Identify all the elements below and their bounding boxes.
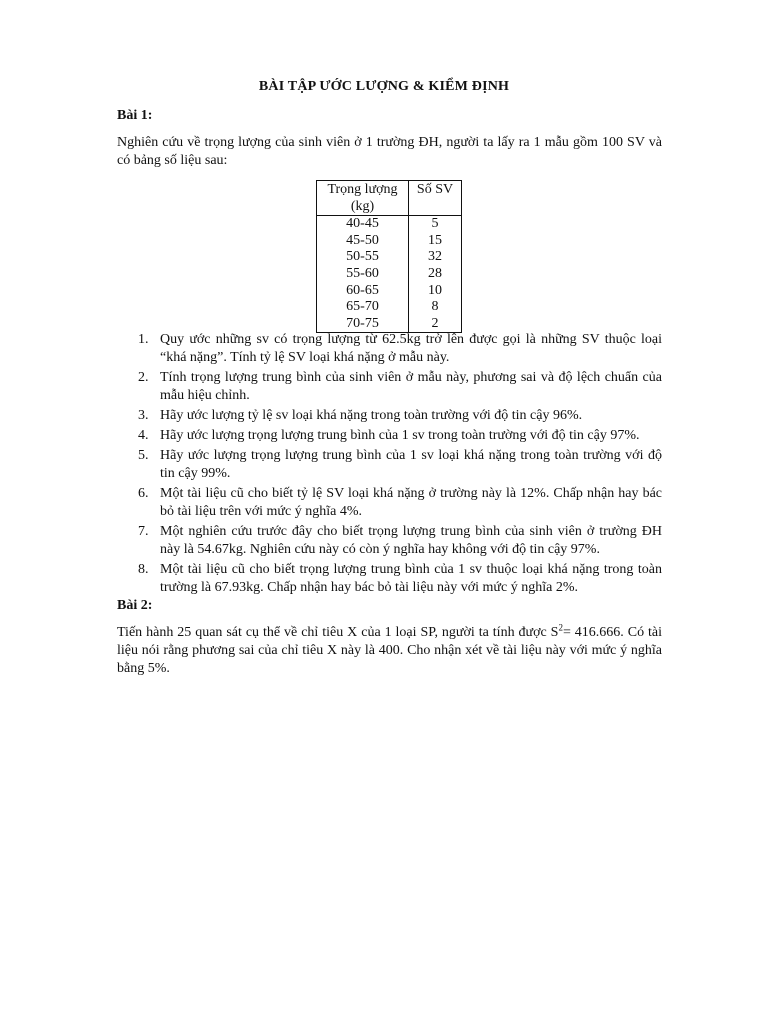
bai2-text-before: Tiến hành 25 quan sát cụ thể về chỉ tiêu X của 1 loại SP, người ta tính được S bbox=[117, 625, 559, 640]
table-cell-count: 8 bbox=[409, 299, 462, 316]
table-cell-count: 32 bbox=[409, 249, 462, 266]
question-text: Hãy ước lượng trọng lượng trung bình của 1 sv loại khá nặng trong toàn trường với độ tin cậy 99%. bbox=[160, 448, 662, 481]
question-text: Hãy ước lượng tỷ lệ sv loại khá nặng trong toàn trường với độ tin cậy 96%. bbox=[160, 408, 583, 423]
bai2-superscript: 2 bbox=[558, 622, 563, 633]
bai1-intro: Nghiên cứu về trọng lượng của sinh viên ở 1 trường ĐH, người ta lấy ra 1 mẫu gồm 100 SV và có bảng số liệu sau: bbox=[117, 135, 662, 168]
table-row bbox=[317, 233, 462, 250]
table-row bbox=[317, 266, 462, 283]
table-header-weight-line2: (kg) bbox=[350, 198, 375, 214]
question-item bbox=[117, 407, 662, 425]
table-cell-range: 50-55 bbox=[317, 249, 409, 266]
table-cell-count: 28 bbox=[409, 266, 462, 283]
table-cell-range: 70-75 bbox=[317, 316, 409, 333]
question-text: Một tài liệu cũ cho biết trọng lượng trung bình của 1 sv thuộc loại khá nặng trong toàn trường là 67.93kg. Chấp nhận hay bác bỏ tài liệu này với mức ý nghĩa 2%. bbox=[160, 562, 662, 595]
table-row bbox=[317, 216, 462, 233]
question-text: Hãy ước lượng trọng lượng trung bình của 1 sv trong toàn trường với độ tin cậy 97%. bbox=[160, 428, 640, 443]
table-cell-range: 65-70 bbox=[317, 299, 409, 316]
table-header-count: Số SV bbox=[409, 181, 462, 216]
question-number: 3. bbox=[138, 408, 149, 423]
table-cell-range: 60-65 bbox=[317, 283, 409, 300]
table-cell-count: 10 bbox=[409, 283, 462, 300]
table-cell-range: 55-60 bbox=[317, 266, 409, 283]
document-title: BÀI TẬP ƯỚC LƯỢNG & KIỂM ĐỊNH bbox=[258, 79, 510, 94]
question-number: 2. bbox=[138, 370, 149, 385]
question-item bbox=[117, 369, 662, 405]
table-row bbox=[317, 249, 462, 266]
table-cell-count: 2 bbox=[409, 316, 462, 333]
bai2-text-after: = 416.666. Có tài liệu nói rằng phương sai của chỉ tiêu X này là 400. Cho nhận xét về tài liệu này với mức ý nghĩa bằng 5%. bbox=[117, 625, 663, 676]
table-row bbox=[317, 299, 462, 316]
table-cell-range: 45-50 bbox=[317, 233, 409, 250]
table-cell-count: 15 bbox=[409, 233, 462, 250]
question-item bbox=[117, 427, 662, 445]
question-item bbox=[117, 447, 662, 483]
bai2-text bbox=[117, 624, 662, 678]
question-text: Tính trọng lượng trung bình của sinh viên ở mẫu này, phương sai và độ lệch chuẩn của mẫu hiệu chỉnh. bbox=[160, 370, 662, 403]
question-number: 4. bbox=[138, 428, 149, 443]
table-cell-count: 5 bbox=[409, 216, 462, 233]
question-item bbox=[117, 523, 662, 559]
question-text: Một nghiên cứu trước đây cho biết trọng lượng trung bình của sinh viên ở trường ĐH này là 54.67kg. Nghiên cứu này có còn ý nghĩa hay không với độ tin cậy 97%. bbox=[160, 524, 662, 557]
question-item bbox=[117, 485, 662, 521]
question-text: Một tài liệu cũ cho biết tỷ lệ SV loại khá nặng ở trường này là 12%. Chấp nhận hay bác bỏ tài liệu trên với mức ý nghĩa 4%. bbox=[160, 486, 662, 519]
question-item bbox=[117, 561, 662, 597]
table-row bbox=[317, 283, 462, 300]
question-number: 8. bbox=[138, 562, 149, 577]
bai2-heading: Bài 2: bbox=[117, 598, 153, 613]
table-header-weight-line1: Trọng lượng bbox=[327, 182, 398, 197]
question-number: 5. bbox=[138, 448, 149, 463]
table-header-row bbox=[317, 181, 462, 216]
question-number: 1. bbox=[138, 332, 149, 347]
weight-table bbox=[316, 180, 462, 333]
question-item bbox=[117, 331, 662, 367]
bai1-heading: Bài 1: bbox=[117, 108, 153, 123]
table-header-weight bbox=[317, 181, 409, 216]
question-text: Quy ước những sv có trọng lượng từ 62.5kg trở lên được gọi là những SV thuộc loại “khá nặng”. Tính tỷ lệ SV loại khá nặng ở mẫu này. bbox=[160, 332, 662, 365]
table-cell-range: 40-45 bbox=[317, 216, 409, 233]
question-number: 6. bbox=[138, 486, 149, 501]
bai1-question-list bbox=[117, 331, 662, 597]
question-number: 7. bbox=[138, 524, 149, 539]
